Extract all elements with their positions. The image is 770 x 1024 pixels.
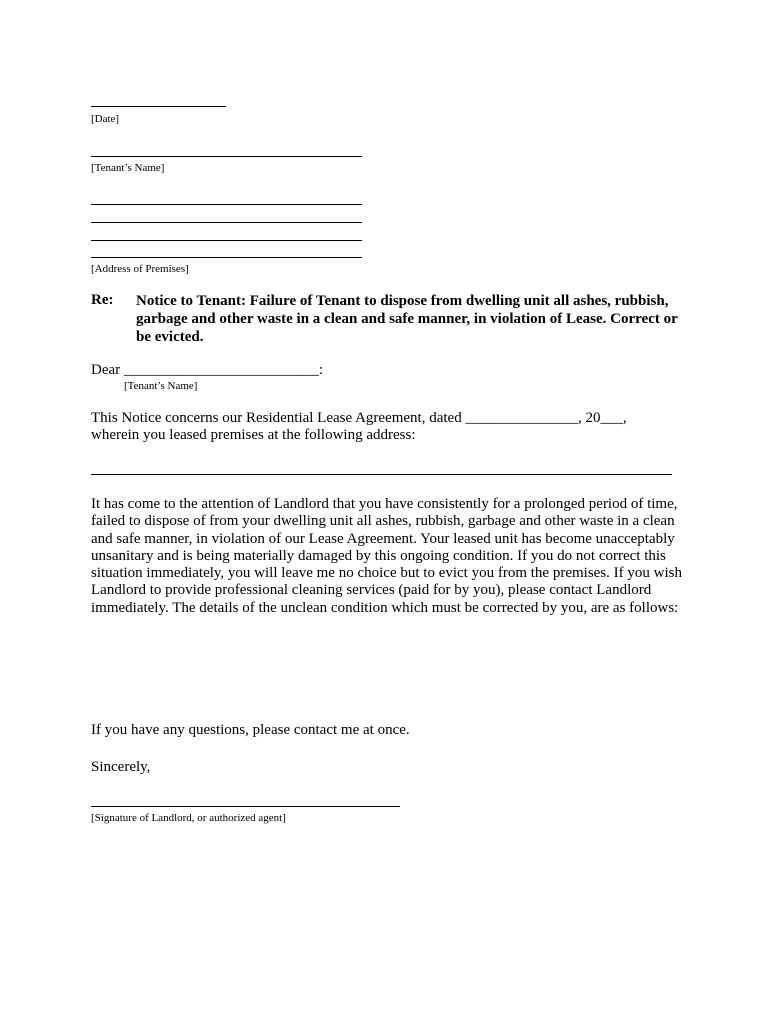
tenant-name-label: [Tenant’s Name]: [91, 162, 165, 174]
signature-line: [91, 806, 400, 807]
address-label: [Address of Premises]: [91, 263, 189, 275]
address-line-2: [91, 222, 362, 223]
premises-address-line: [91, 474, 672, 475]
date-line: [91, 106, 226, 107]
questions-line: If you have any questions, please contact me at once.: [91, 722, 410, 738]
closing-text: Sincerely,: [91, 759, 151, 775]
re-label: Re:: [91, 292, 114, 308]
signature-label: [Signature of Landlord, or authorized agent]: [91, 812, 286, 824]
date-label: [Date]: [91, 113, 120, 125]
address-line-3: [91, 240, 362, 241]
salutation-tenant-name-label: [Tenant’s Name]: [124, 380, 198, 392]
address-line-1: [91, 204, 362, 205]
lease-paragraph: This Notice concerns our Residential Lease Agreement, dated _______________, 20___, wherein you leased premises at the following address:: [91, 410, 627, 444]
salutation: Dear __________________________:: [91, 362, 324, 378]
address-line-4: [91, 257, 362, 258]
re-subject: Notice to Tenant: Failure of Tenant to dispose from dwelling unit all ashes, rubbish, garbage and other waste in a clean and safe manner, in violation of Lease. Correct or be evicted.: [136, 293, 678, 345]
main-paragraph: It has come to the attention of Landlord that you have consistently for a prolonged period of time, failed to dispose of from your dwelling unit all ashes, rubbish, garbage and other waste in a clean and safe manner, in violation of our Lease Agreement. Your leased unit has become unacceptably unsanitary and is being materially damaged by this ongoing condition. If you do not correct this situation immediately, you will leave me no choice but to evict you from the premises. If you wish Landlord to provide professional cleaning services (paid for by you), please contact Landlord immediately. The details of the unclean condition which must be corrected by you, are as follows:: [91, 496, 682, 616]
tenant-name-line: [91, 156, 362, 157]
